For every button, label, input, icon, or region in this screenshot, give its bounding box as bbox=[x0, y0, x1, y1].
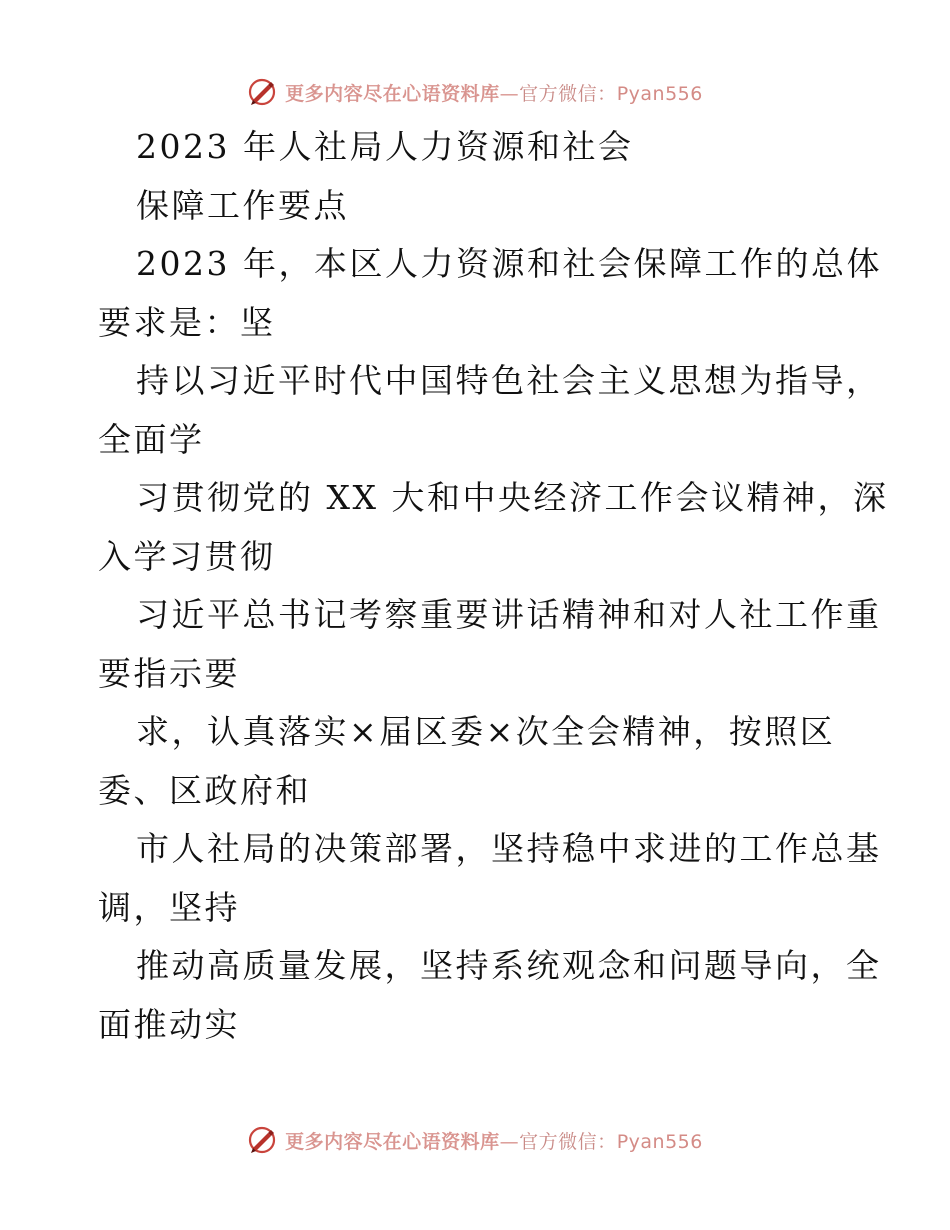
watermark-id: Pyan556 bbox=[616, 82, 703, 105]
doc-line: 市人社局的决策部署，坚持稳中求进的工作总基 bbox=[136, 829, 882, 868]
doc-line: 推动高质量发展，坚持系统观念和问题导向，全 bbox=[136, 946, 882, 985]
doc-line: 习贯彻党的 XX 大和中央经济工作会议精神，深 bbox=[136, 478, 889, 517]
document-body bbox=[98, 118, 889, 1054]
doc-line: 调，坚持 bbox=[98, 887, 240, 927]
watermark-main: 更多内容尽在心语资料库 bbox=[285, 1130, 500, 1153]
watermark-text bbox=[285, 79, 703, 106]
watermark-dash: — bbox=[499, 82, 520, 105]
watermark-id: Pyan556 bbox=[616, 1130, 703, 1153]
doc-line: 入学习贯彻 bbox=[98, 536, 276, 576]
doc-line: 面推动实 bbox=[98, 1004, 240, 1044]
doc-line: 持以习近平时代中国特色社会主义思想为指导， bbox=[136, 361, 882, 400]
doc-line: 保障工作要点 bbox=[136, 185, 349, 225]
footer-watermark bbox=[0, 1120, 950, 1160]
watermark-sub: 官方微信： bbox=[519, 82, 617, 105]
doc-line: 要指示要 bbox=[98, 653, 240, 693]
watermark-main: 更多内容尽在心语资料库 bbox=[285, 82, 500, 105]
header-watermark bbox=[0, 72, 950, 112]
doc-line: 习近平总书记考察重要讲话精神和对人社工作重 bbox=[136, 595, 882, 634]
pen-logo-icon bbox=[247, 77, 277, 107]
doc-line: 委、区政府和 bbox=[98, 770, 311, 810]
doc-line: 要求是：坚 bbox=[98, 302, 276, 342]
watermark-sub: 官方微信： bbox=[519, 1130, 617, 1153]
watermark-dash: — bbox=[499, 1130, 520, 1153]
doc-line: 2023 年人社局人力资源和社会 bbox=[136, 127, 634, 166]
doc-line: 2023 年，本区人力资源和社会保障工作的总体 bbox=[136, 244, 882, 283]
doc-line: 求，认真落实×届区委×次全会精神，按照区 bbox=[136, 712, 836, 751]
doc-line: 全面学 bbox=[98, 419, 205, 459]
watermark-text bbox=[285, 1127, 703, 1154]
pen-logo-icon bbox=[247, 1125, 277, 1155]
